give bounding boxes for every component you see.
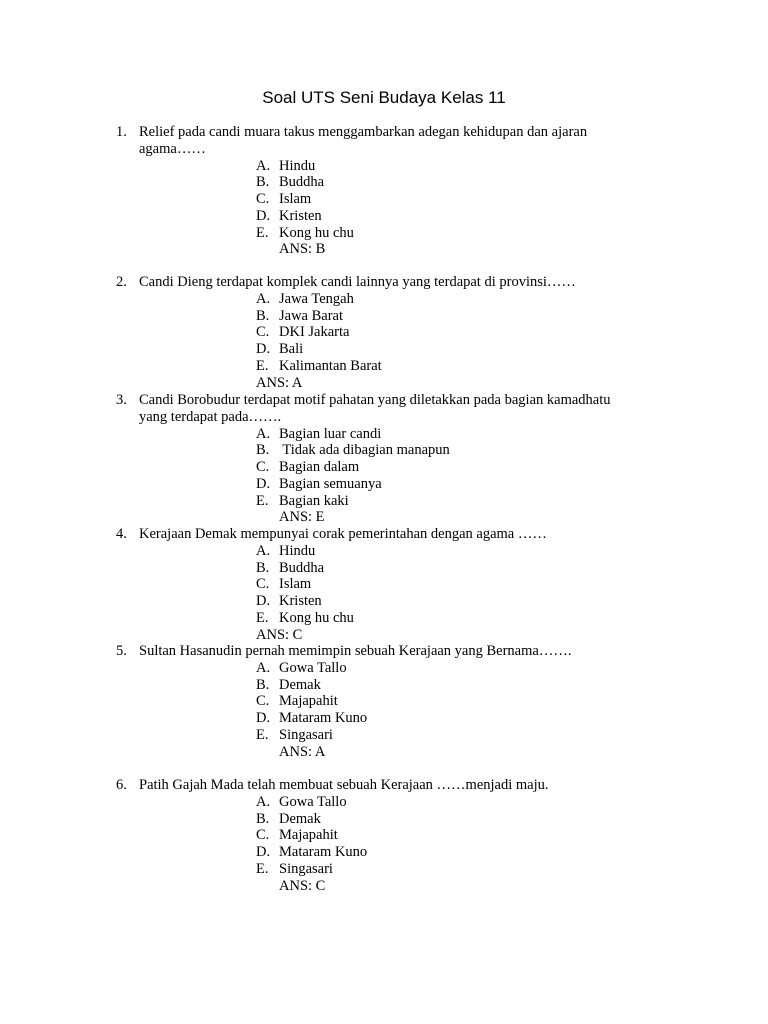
option-letter: A.	[256, 157, 271, 174]
option-letter: C.	[256, 576, 270, 593]
question-text: Candi Borobudur terdapat motif pahatan yang diletakkan pada bagian kamadhatu	[139, 392, 611, 408]
option-letter: A.	[256, 290, 271, 307]
option-text: Jawa Barat	[279, 307, 344, 324]
option-letter: A.	[256, 793, 271, 810]
question-number: 4.	[116, 526, 127, 542]
question-text: Candi Dieng terdapat komplek candi lainnya yang terdapat di provinsi……	[139, 274, 576, 290]
question-text: Relief pada candi muara takus menggambarkan adegan kehidupan dan ajaran	[139, 124, 588, 140]
option-text: Bagian kaki	[279, 492, 349, 509]
question-number: 5.	[116, 643, 127, 659]
option-letter: A.	[256, 542, 271, 559]
answer-key: ANS: E	[279, 509, 325, 526]
option-text: Bagian semuanya	[279, 475, 382, 492]
option-letter: C.	[256, 693, 270, 710]
option-letter: E.	[256, 860, 269, 877]
option-letter: C.	[256, 191, 270, 207]
option-text: Kristen	[279, 207, 322, 224]
option-text: Islam	[279, 576, 312, 593]
option-text: Kalimantan Barat	[279, 357, 382, 374]
option-text: Buddha	[279, 174, 325, 191]
option-text: Singasari	[279, 726, 333, 743]
option-text: Gowa Tallo	[279, 793, 347, 810]
answer-key: ANS: A	[279, 743, 326, 760]
option-letter: E.	[256, 726, 269, 743]
option-text: Mataram Kuno	[279, 710, 368, 726]
answer-key: ANS: B	[279, 241, 326, 258]
option-text: Majapahit	[279, 827, 338, 844]
option-letter: D.	[256, 341, 271, 357]
option-letter: B.	[256, 442, 270, 459]
option-letter: D.	[256, 207, 271, 224]
option-letter: D.	[256, 844, 271, 860]
option-text: Jawa Tengah	[279, 290, 354, 307]
option-letter: E.	[256, 224, 269, 241]
answer-key: ANS: A	[256, 374, 303, 391]
question-number: 2.	[116, 274, 127, 290]
option-text: Islam	[279, 191, 312, 207]
option-letter: E.	[256, 357, 269, 374]
option-text: Kong hu chu	[279, 609, 354, 626]
option-text: Hindu	[279, 542, 316, 559]
question-number: 3.	[116, 392, 127, 408]
option-text: DKI Jakarta	[279, 324, 350, 341]
option-text: Bagian dalam	[279, 459, 360, 475]
question-text: agama……	[139, 140, 206, 157]
option-letter: B.	[256, 559, 270, 576]
question-number: 1.	[116, 124, 127, 140]
option-letter: B.	[256, 676, 270, 693]
option-text: Hindu	[279, 157, 316, 174]
document-title: Soal UTS Seni Budaya Kelas 11	[262, 88, 506, 107]
option-text: Buddha	[279, 559, 325, 576]
option-letter: C.	[256, 827, 270, 844]
option-text: Demak	[279, 676, 321, 693]
answer-key: ANS: C	[256, 626, 303, 643]
option-letter: C.	[256, 459, 270, 475]
option-text: Kristen	[279, 593, 322, 609]
option-letter: D.	[256, 593, 271, 609]
answer-key: ANS: C	[279, 877, 326, 894]
question-text: Sultan Hasanudin pernah memimpin sebuah Kerajaan yang Bernama…….	[139, 643, 572, 659]
question-text: yang terdapat pada…….	[139, 408, 282, 425]
option-text: Bagian luar candi	[279, 425, 382, 442]
option-letter: E.	[256, 609, 269, 626]
question-number: 6.	[116, 777, 127, 793]
option-text: Bali	[279, 341, 304, 357]
option-letter: C.	[256, 324, 270, 341]
option-letter: A.	[256, 659, 271, 676]
option-letter: B.	[256, 307, 270, 324]
option-text: Singasari	[279, 860, 333, 877]
question-text: Patih Gajah Mada telah membuat sebuah Kerajaan ……menjadi maju.	[139, 777, 549, 793]
option-letter: A.	[256, 425, 271, 442]
option-letter: B.	[256, 810, 270, 827]
option-letter: D.	[256, 710, 271, 726]
option-letter: D.	[256, 475, 271, 492]
option-text: Majapahit	[279, 693, 338, 710]
option-text: Tidak ada dibagian manapun	[279, 442, 450, 459]
option-text: Gowa Tallo	[279, 659, 347, 676]
option-letter: E.	[256, 492, 269, 509]
option-text: Mataram Kuno	[279, 844, 368, 860]
option-text: Demak	[279, 810, 321, 827]
option-letter: B.	[256, 174, 270, 191]
question-text: Kerajaan Demak mempunyai corak pemerintahan dengan agama ……	[139, 526, 547, 542]
option-text: Kong hu chu	[279, 224, 354, 241]
